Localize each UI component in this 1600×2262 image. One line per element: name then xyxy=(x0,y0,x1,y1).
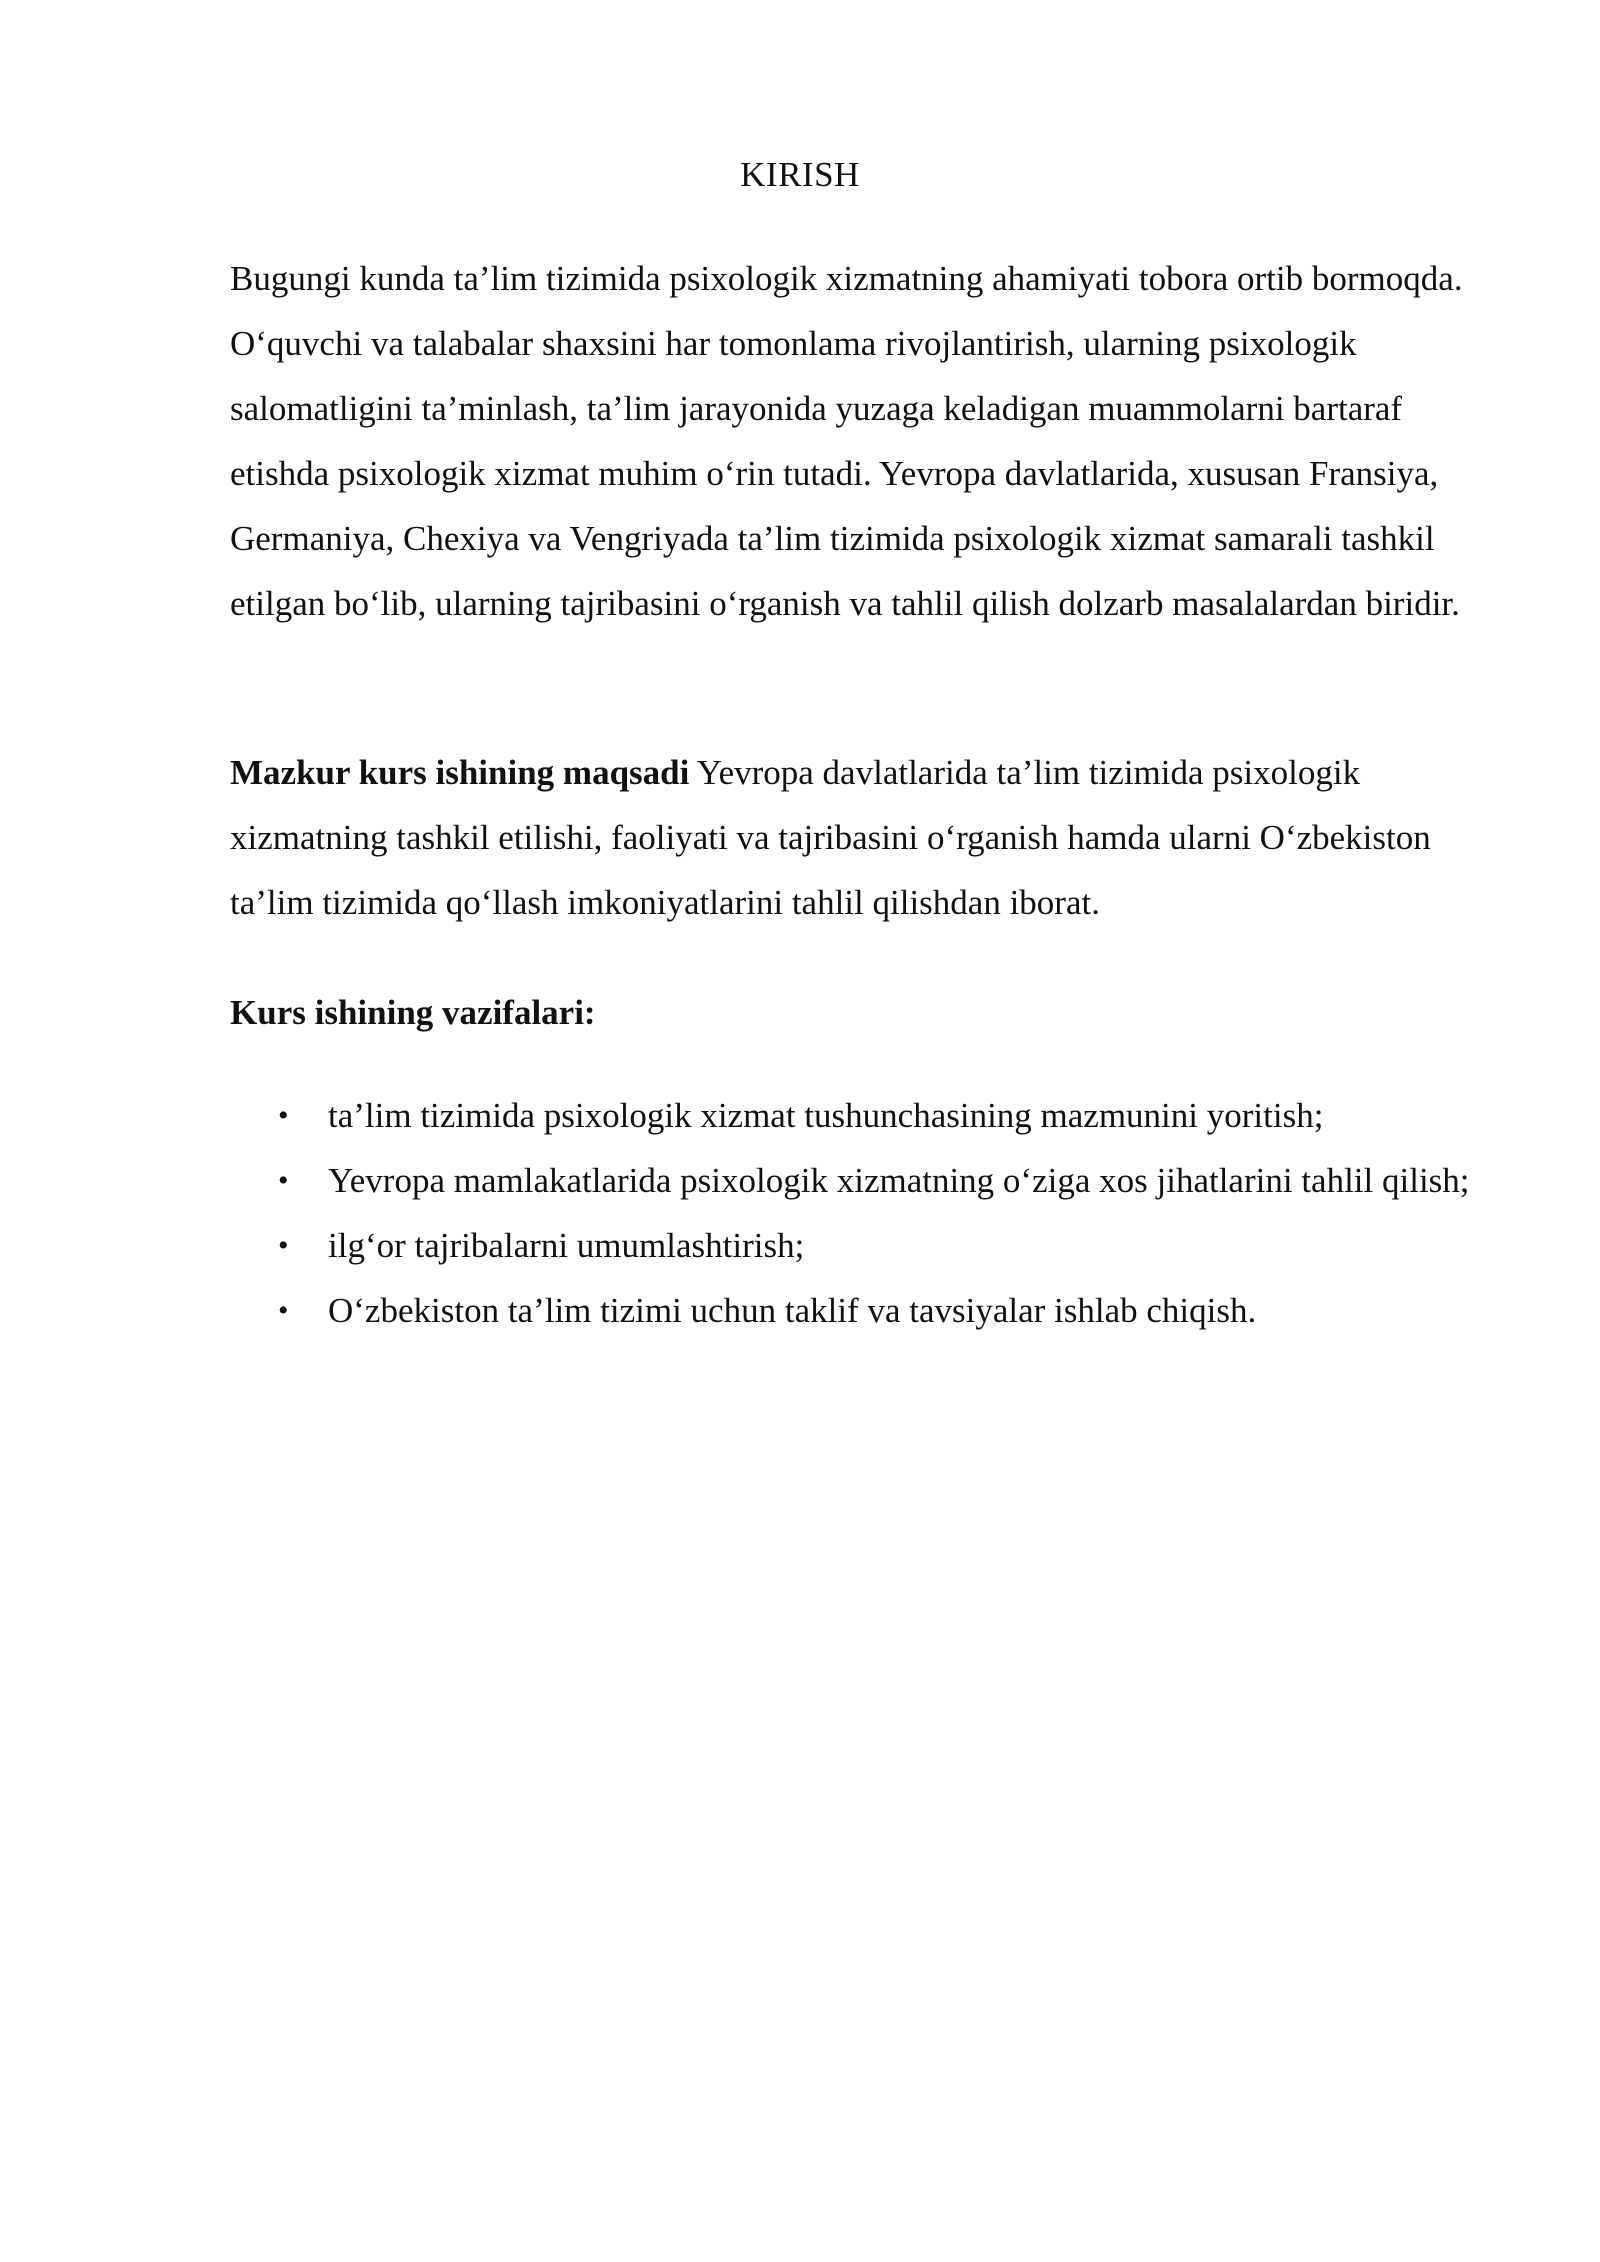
list-item xyxy=(230,1278,1500,1343)
bullet-icon: • xyxy=(278,1229,289,1262)
intro-paragraph: Bugungi kunda ta’lim tizimida psixologik xizmatning ahamiyati tobora ortib bormoqda. O‘quvchi va talabalar shaxsini har tomonlama rivojlantirish, ularning psixologik salomatligini ta’minlash, ta’lim jarayonida yuzaga keladigan muammolarni bartaraf etishda psixologik xizmat muhim o‘rin tutadi. Yevropa davlatlarida, xususan Fransiya, Germaniya, Chexiya va Vengriyada ta’lim tizimida psixologik xizmat samarali tashkil etilgan bo‘lib, ularning tajribasini o‘rganish va tahlil qilish dolzarb masalalardan biridir. xyxy=(230,259,1463,623)
list-item xyxy=(230,1213,1500,1278)
list-item xyxy=(230,1083,1500,1148)
task-text: ta’lim tizimida psixologik xizmat tushunchasining mazmunini yoritish; xyxy=(328,1096,1324,1135)
aim-label: Mazkur kurs ishining maqsadi xyxy=(230,753,690,792)
aim-paragraph xyxy=(230,740,1500,935)
bullet-icon: • xyxy=(278,1294,289,1327)
page-heading: KIRISH xyxy=(740,155,860,194)
aim-text: Yevropa davlatlarida ta’lim tizimida psixologik xizmatning tashkil etilishi, faoliyati va tajribasini o‘rganish hamda ularni O‘zbekiston ta’lim tizimida qo‘llash imkoniyatlarini tahlil qilishdan iborat. xyxy=(230,753,1431,922)
task-text: Yevropa mamlakatlarida psixologik xizmatning o‘ziga xos jihatlarini tahlil qilish; xyxy=(328,1161,1470,1200)
tasks-list xyxy=(230,1083,1500,1343)
list-item xyxy=(230,1148,1500,1213)
task-text: ilg‘or tajribalarni umumlashtirish; xyxy=(328,1226,805,1265)
bullet-icon: • xyxy=(278,1164,289,1197)
bullet-icon: • xyxy=(278,1099,289,1132)
task-text: O‘zbekiston ta’lim tizimi uchun taklif va tavsiyalar ishlab chiqish. xyxy=(328,1291,1257,1330)
tasks-title: Kurs ishining vazifalari: xyxy=(230,993,596,1032)
